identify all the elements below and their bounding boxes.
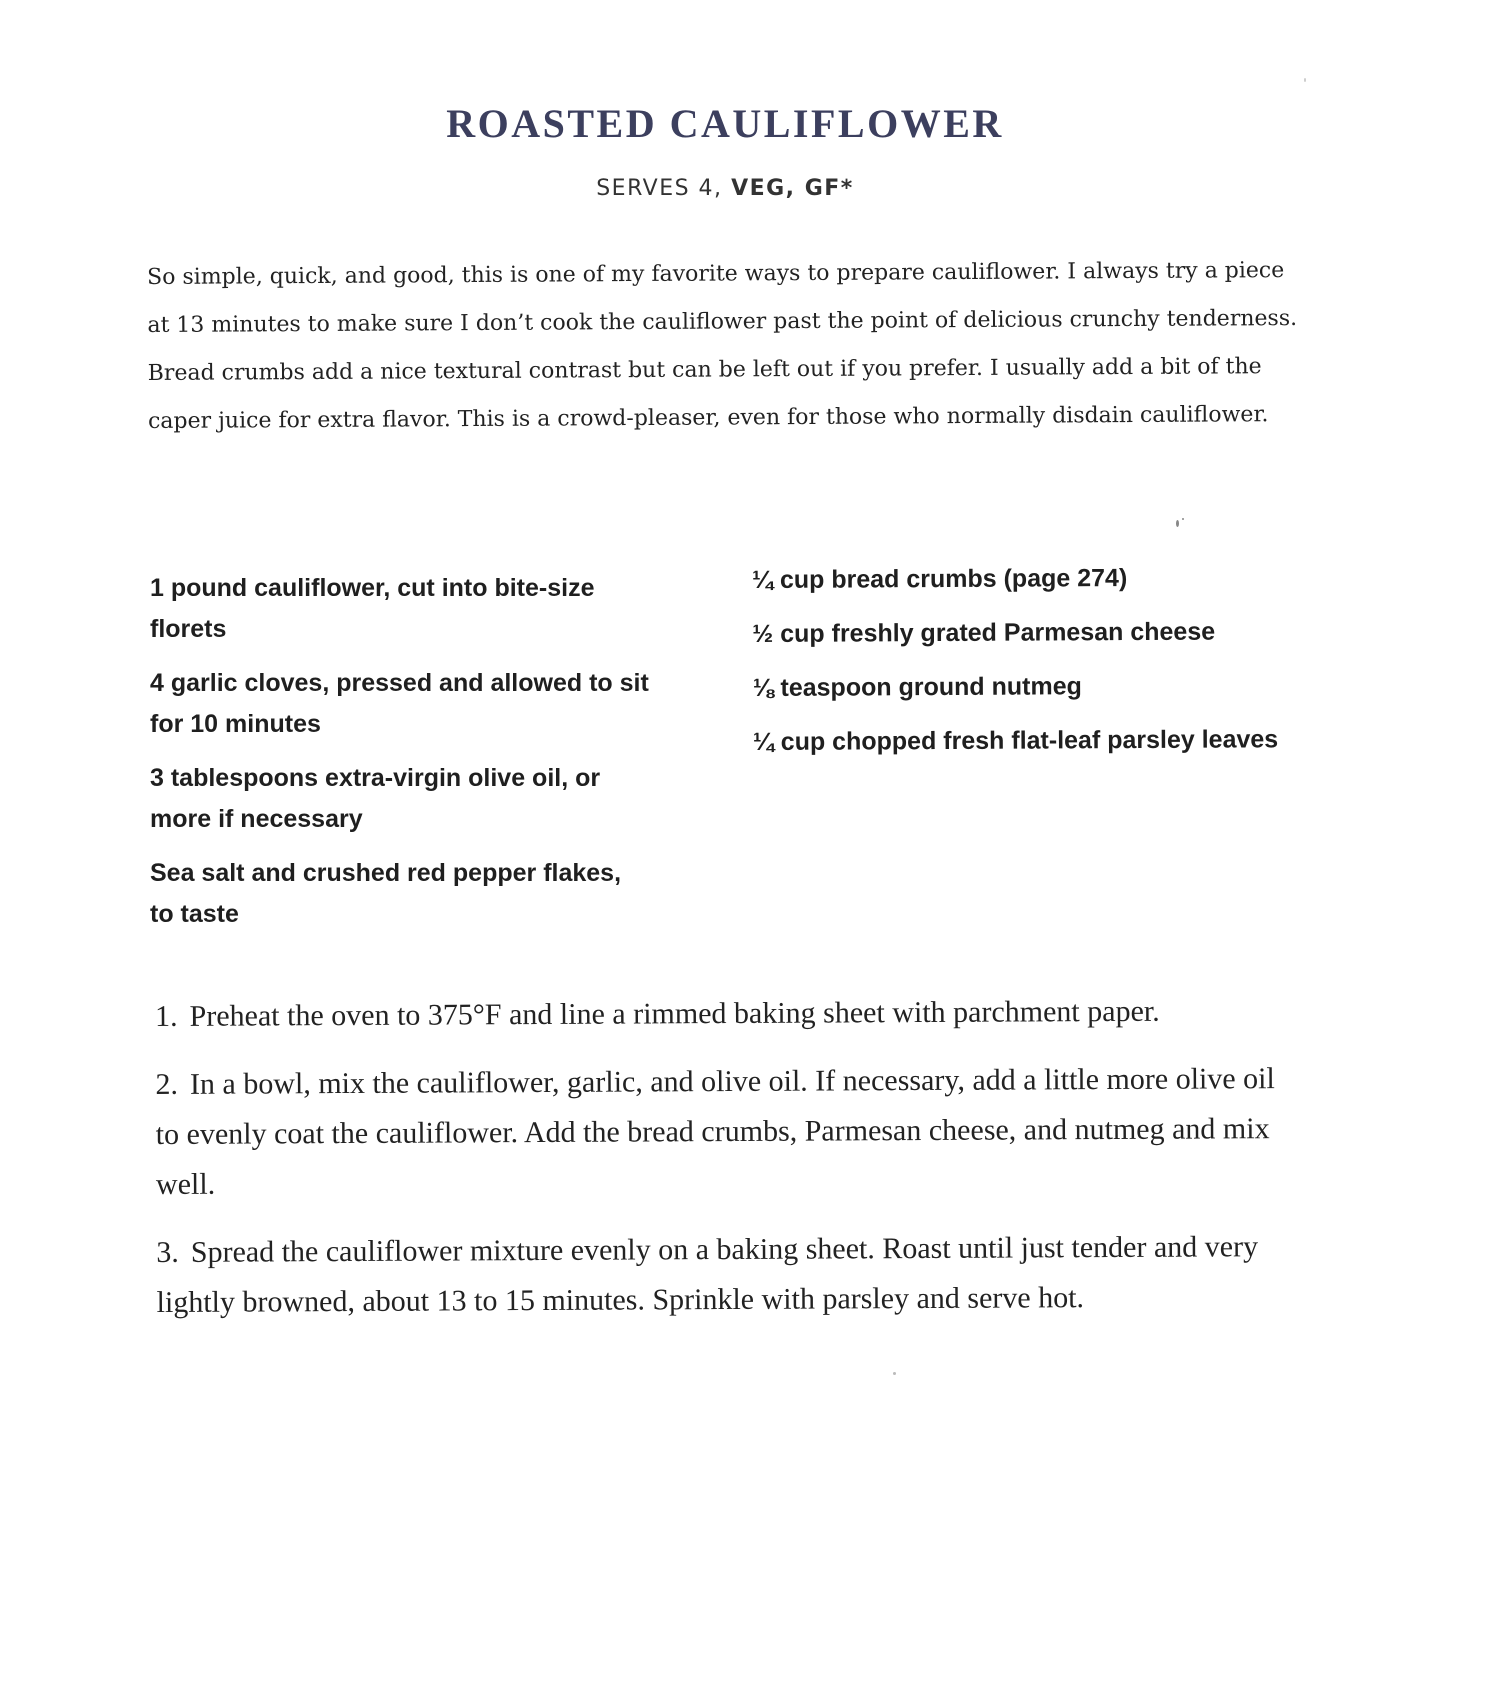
recipe-title: ROASTED CAULIFLOWER [446,101,1004,146]
diet-tags: VEG, GF* [731,176,854,201]
method-steps [155,986,1307,1346]
ingredients-left-column [150,568,650,948]
ingredient-item: ¼ cup chopped fresh flat-leaf parsley leaves [752,725,1279,756]
serves-label: SERVES 4, [596,176,723,201]
scan-speck [1176,520,1179,527]
ingredient-item: Sea salt and crushed red pepper flakes, to taste [150,859,622,928]
ingredient-item: 4 garlic cloves, pressed and allowed to sit for 10 minutes [150,669,649,738]
recipe-intro: So simple, quick, and good, this is one of my favorite ways to prepare cauliflower. I always try a piece at 13 minutes to make sure I don’t cook the cauliflower past the point of delicious crunchy tenderness. Bread crumbs add a nice textural contrast but can be left out if you prefer. I usually add a bit of the caper juice for extra flavor. This is a crowd-pleaser, even for those who normally disdain cauliflower. [147,258,1298,434]
step-number: 2. [155,1067,179,1101]
ingredient-item: ¼ cup bread crumbs (page 274) [752,564,1128,594]
ingredient-item: 1 pound cauliflower, cut into bite-size florets [150,574,595,643]
step-number: 3. [156,1235,179,1269]
ingredient-item: ⅛ teaspoon ground nutmeg [752,672,1082,702]
ingredient-item: 3 tablespoons extra-virgin olive oil, or more if necessary [150,764,601,833]
method-step [155,986,1305,1042]
step-text: In a bowl, mix the cauliflower, garlic, and olive oil. If necessary, add a little more olive oil to evenly coat the cauliflower. Add the bread crumbs, Parmesan cheese, and nutmeg and mix well. [155,1062,1275,1201]
step-number: 1. [155,999,178,1033]
scan-speck [1304,78,1306,82]
method-step [156,1222,1307,1328]
step-text: Preheat the oven to 375°F and line a rimmed baking sheet with parchment paper. [189,994,1160,1033]
ingredient-item: ½ cup freshly grated Parmesan cheese [752,617,1216,648]
serves-line [0,176,1450,201]
method-step [155,1054,1306,1210]
scan-speck [893,1372,896,1375]
step-text: Spread the cauliflower mixture evenly on a baking sheet. Roast until just tender and very lightly browned, about 13 to 15 minutes. Sprinkle with parsley and serve hot. [156,1230,1259,1319]
scan-speck [1182,518,1184,520]
ingredients-right-column [752,557,1313,776]
